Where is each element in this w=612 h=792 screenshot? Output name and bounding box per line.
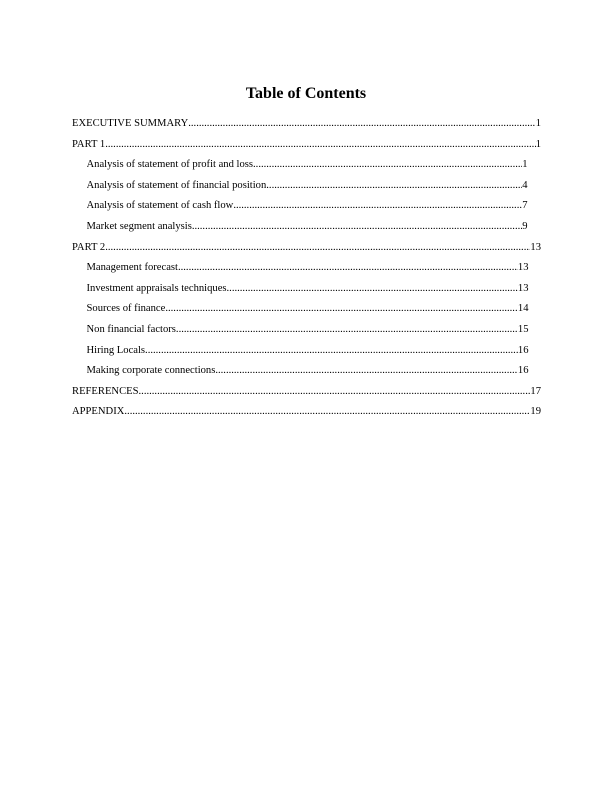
toc-entry-part-2[interactable]: [0, 238, 612, 259]
dot-leader: [215, 361, 518, 382]
toc-entry-appendix[interactable]: [0, 402, 612, 423]
toc-entry-label: Making corporate connections: [86, 365, 216, 377]
toc-entry-hiring-locals[interactable]: [0, 341, 612, 362]
dot-leader: [139, 382, 531, 403]
toc-entry-label: REFERENCES: [72, 385, 139, 397]
toc-entry-non-financial-factors[interactable]: [0, 320, 612, 341]
toc-entry-label: Investment appraisals techniques: [86, 282, 227, 294]
toc-entry-profit-and-loss[interactable]: [0, 155, 612, 176]
toc-entry-management-forecast[interactable]: [0, 258, 612, 279]
toc-entry-market-segment[interactable]: [0, 217, 612, 238]
dot-leader: [145, 341, 518, 362]
dot-leader: [178, 258, 518, 279]
toc-entry-page: 1: [522, 159, 528, 171]
dot-leader: [253, 155, 522, 176]
toc-entry-label: Analysis of statement of financial position: [86, 179, 267, 191]
toc-entry-page: 9: [522, 220, 528, 232]
toc-entry-label: PART 1: [72, 138, 106, 150]
toc-entry-page: 17: [530, 385, 541, 397]
toc-entry-label: Management forecast: [86, 262, 178, 274]
toc-entry-page: 7: [522, 200, 528, 212]
toc-entry-label: PART 2: [72, 241, 106, 253]
toc-entry-label: Analysis of statement of cash flow: [86, 200, 234, 212]
toc-entry-page: 1: [535, 138, 541, 150]
toc-entry-financial-position[interactable]: [0, 176, 612, 197]
toc-entry-executive-summary[interactable]: [0, 114, 612, 135]
dot-leader: [227, 279, 518, 300]
toc-entry-page: 13: [517, 282, 529, 294]
dot-leader: [105, 135, 535, 156]
toc-entry-page: 16: [517, 365, 529, 377]
toc-entry-label: Sources of finance: [86, 303, 166, 315]
toc-entry-references[interactable]: [0, 382, 612, 403]
toc-entry-corporate-connections[interactable]: [0, 361, 612, 382]
toc-list: [0, 114, 612, 423]
toc-entry-page: 16: [517, 344, 529, 356]
toc-entry-investment-appraisals[interactable]: [0, 279, 612, 300]
toc-title: Table of Contents: [245, 85, 367, 102]
toc-entry-label: EXECUTIVE SUMMARY: [72, 118, 189, 129]
toc-entry-label: Hiring Locals: [86, 344, 146, 356]
toc-entry-label: APPENDIX: [72, 406, 125, 418]
toc-entry-label: Market segment analysis: [86, 220, 192, 232]
toc-entry-part-1[interactable]: [0, 135, 612, 156]
toc-entry-page: 4: [522, 179, 528, 191]
dot-leader: [176, 320, 518, 341]
toc-entry-page: 14: [517, 303, 529, 315]
toc-entry-sources-of-finance[interactable]: [0, 299, 612, 320]
dot-leader: [233, 196, 522, 217]
toc-entry-page: 13: [517, 262, 529, 274]
dot-leader: [192, 217, 522, 238]
toc-entry-page: 13: [530, 241, 541, 253]
toc-entry-page: 15: [517, 323, 529, 335]
toc-entry-cash-flow[interactable]: [0, 196, 612, 217]
toc-entry-page: 1: [535, 118, 541, 129]
toc-entry-label: Non financial factors: [86, 323, 176, 335]
dot-leader: [188, 114, 535, 135]
dot-leader: [124, 402, 530, 423]
dot-leader: [266, 176, 522, 197]
dot-leader: [165, 299, 518, 320]
toc-entry-label: Analysis of statement of profit and loss: [86, 159, 254, 171]
toc-entry-page: 19: [530, 406, 541, 418]
dot-leader: [105, 238, 530, 259]
